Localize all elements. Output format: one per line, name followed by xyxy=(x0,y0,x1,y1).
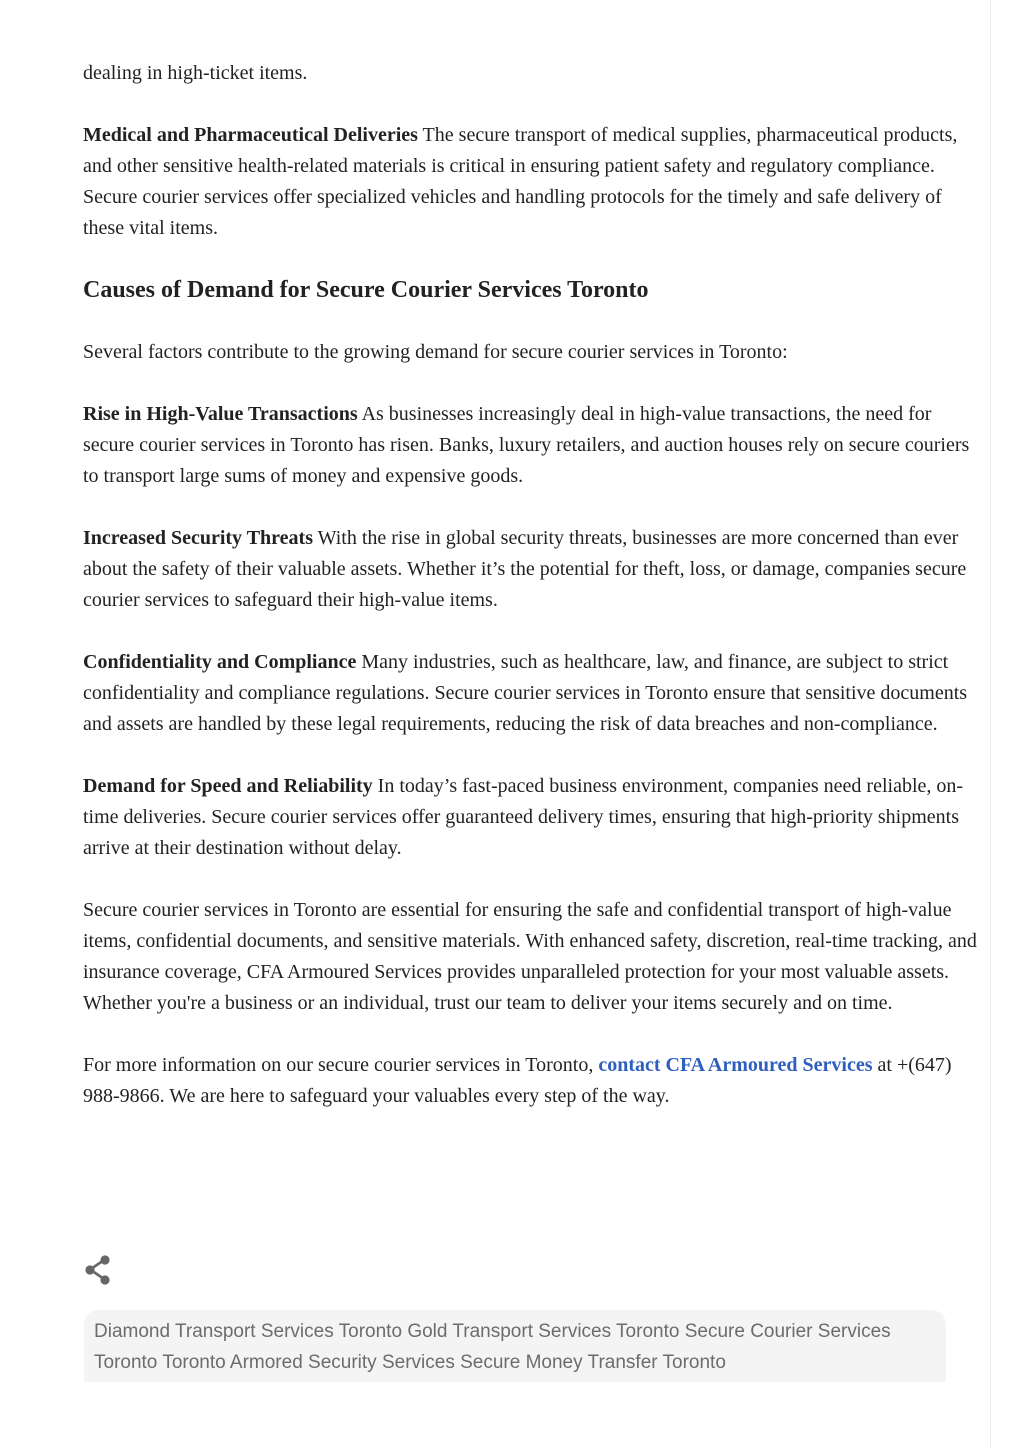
factor-text: In today’s fast-paced business environment, companies need reliable, on-time deliveries. Secure courier services offer guaranteed delivery times, ensuring that high-priority shipments arrive at their destination without delay. xyxy=(83,775,964,859)
factor-paragraph-speed xyxy=(83,771,978,864)
factor-heading: Confidentiality and Compliance xyxy=(83,651,357,673)
tag-link[interactable]: Gold Transport Services Toronto xyxy=(407,1321,680,1342)
contact-link[interactable]: contact CFA Armoured Services xyxy=(598,1054,873,1076)
contact-paragraph xyxy=(83,1050,978,1112)
contact-text-after: at +(647) 988-9866. We are here to safeguard your valuables every step of the way. xyxy=(83,1054,952,1107)
intro-tail-text: dealing in high-ticket items. xyxy=(83,62,308,84)
conclusion-paragraph: Secure courier services in Toronto are essential for ensuring the safe and confidential transport of high-value items, confidential documents, and sensitive materials. With enhanced safety, discretion, real-time tracking, and insurance coverage, CFA Armoured Services provides unparalleled protection for your most valuable assets. Whether you're a business or an individual, trust our team to deliver your items securely and on time. xyxy=(83,899,977,1014)
factor-heading: Increased Security Threats xyxy=(83,527,313,549)
tag-list xyxy=(84,1310,946,1382)
tag-link[interactable]: Toronto Armored Security Services xyxy=(162,1352,455,1373)
factor-heading: Rise in High-Value Transactions xyxy=(83,403,358,425)
section-intro: Several factors contribute to the growing demand for secure courier services in Toronto: xyxy=(83,341,788,363)
tag-link[interactable]: Diamond Transport Services Toronto xyxy=(94,1321,403,1342)
share-icon-graphic xyxy=(83,1254,113,1286)
share-icon[interactable] xyxy=(83,1254,113,1286)
factor-paragraph-compliance xyxy=(83,647,978,740)
tag-link[interactable]: Secure Courier Services Toronto xyxy=(94,1321,891,1373)
intro-tail-paragraph xyxy=(83,58,978,89)
factor-paragraph-threats xyxy=(83,523,978,616)
factor-text: With the rise in global security threats, businesses are more concerned than ever about the safety of their valuable assets. Whether it’s the potential for theft, loss, or damage, companies secure courier services to safeguard their high-value items. xyxy=(83,527,967,611)
medical-text: The secure transport of medical supplies, pharmaceutical products, and other sensitive health-related materials is critical in ensuring patient safety and regulatory compliance. Secure courier services offer specialized vehicles and handling protocols for the timely and safe delivery of these vital items. xyxy=(83,124,958,239)
contact-text-before: For more information on our secure courier services in Toronto, xyxy=(83,1054,599,1076)
medical-heading: Medical and Pharmaceutical Deliveries xyxy=(83,124,418,146)
factor-text: Many industries, such as healthcare, law, and finance, are subject to strict confidentiality and compliance regulations. Secure courier services in Toronto ensure that sensitive documents and assets are handled by these legal requirements, reducing the risk of data breaches and non-compliance. xyxy=(83,651,968,735)
factor-text: As businesses increasingly deal in high-value transactions, the need for secure courier services in Toronto has risen. Banks, luxury retailers, and auction houses rely on secure couriers to transport large sums of money and expensive goods. xyxy=(83,403,970,487)
factor-paragraph-transactions xyxy=(83,399,978,492)
section-title: Causes of Demand for Secure Courier Services Toronto xyxy=(83,277,649,303)
medical-paragraph xyxy=(83,120,978,244)
article-body xyxy=(83,58,978,1143)
factor-heading: Demand for Speed and Reliability xyxy=(83,775,373,797)
tag-link[interactable]: Secure Money Transfer Toronto xyxy=(460,1352,726,1373)
